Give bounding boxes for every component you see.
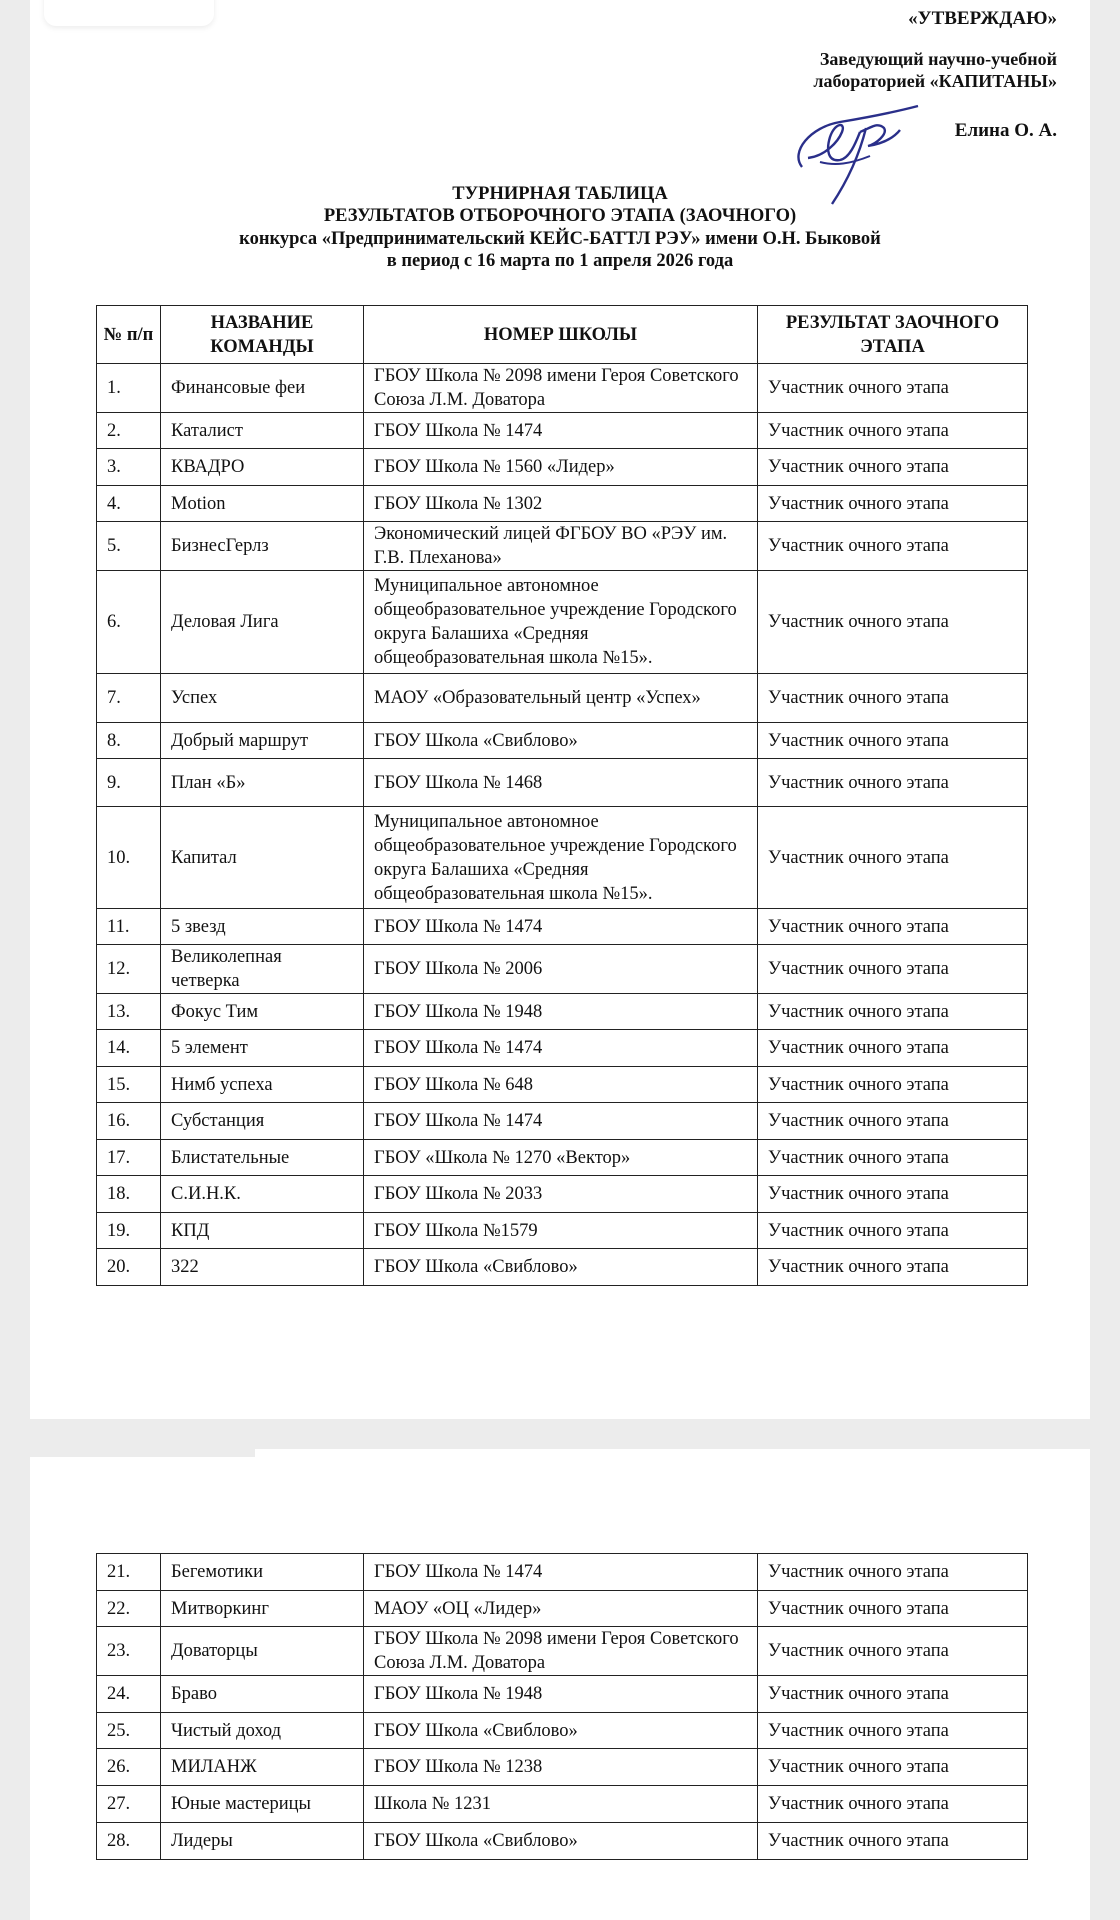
row-number-cell: 22. [97,1591,161,1627]
result-cell: Участник очного этапа [758,1103,1028,1140]
school-cell: ГБОУ Школа «Свиблово» [364,1713,758,1749]
team-name-cell: Браво [161,1676,364,1713]
row-number-cell: 13. [97,994,161,1030]
school-cell: ГБОУ Школа № 1474 [364,1554,758,1591]
row-number-cell: 18. [97,1176,161,1213]
team-name-cell: Успех [161,674,364,723]
team-name-cell: Субстанция [161,1103,364,1140]
doc-title-line2: РЕЗУЛЬТАТОВ ОТБОРОЧНОГО ЭТАПА (ЗАОЧНОГО) [323,206,797,226]
result-cell: Участник очного этапа [758,1176,1028,1213]
school-cell: МАОУ «Образовательный центр «Успех» [364,674,758,723]
row-number-cell: 3. [97,449,161,486]
doc-title-line1: ТУРНИРНАЯ ТАБЛИЦА [452,184,668,204]
row-number-cell: 17. [97,1140,161,1176]
table-row [97,994,1028,1030]
table-row [97,1554,1028,1591]
table-row [97,1591,1028,1627]
row-number-cell: 6. [97,571,161,674]
team-name-cell: С.И.Н.К. [161,1176,364,1213]
team-name-cell: КВАДРО [161,449,364,486]
row-number-cell: 24. [97,1676,161,1713]
team-name-cell: Деловая Лига [161,571,364,674]
table-row [97,1713,1028,1749]
result-cell: Участник очного этапа [758,674,1028,723]
team-name-cell: Добрый маршрут [161,723,364,759]
table-row [97,364,1028,413]
row-number-cell: 20. [97,1249,161,1286]
result-cell: Участник очного этапа [758,945,1028,994]
result-cell: Участник очного этапа [758,571,1028,674]
row-number-cell: 26. [97,1749,161,1786]
table-row [97,807,1028,909]
result-cell: Участник очного этапа [758,1823,1028,1860]
team-name-cell: Капитал [161,807,364,909]
result-cell: Участник очного этапа [758,1749,1028,1786]
result-cell: Участник очного этапа [758,522,1028,571]
doc-title-line3: конкурса «Предпринимательский КЕЙС-БАТТЛ РЭУ» имени О.Н. Быковой [239,229,881,249]
school-cell: ГБОУ Школа № 1238 [364,1749,758,1786]
table-row [97,413,1028,449]
team-name-cell: Юные мастерицы [161,1786,364,1823]
row-number-cell: 11. [97,909,161,945]
table-row [97,674,1028,723]
school-cell: ГБОУ Школа № 2006 [364,945,758,994]
row-number-cell: 25. [97,1713,161,1749]
school-cell: ГБОУ Школа № 648 [364,1067,758,1103]
row-number-cell: 21. [97,1554,161,1591]
header-result: РЕЗУЛЬТАТ ЗАОЧНОГО ЭТАПА [758,306,1028,364]
team-name-cell: Motion [161,486,364,522]
table-row [97,1627,1028,1676]
table-row [97,1786,1028,1823]
row-number-cell: 10. [97,807,161,909]
table-row [97,1140,1028,1176]
table-row [97,1067,1028,1103]
school-cell: ГБОУ Школа № 2098 имени Героя Советского Союза Л.М. Доватора [364,364,758,413]
header-team-name: НАЗВАНИЕ КОМАНДЫ [161,306,364,364]
results-table-page1 [96,305,1028,1286]
team-name-cell: Доваторцы [161,1627,364,1676]
table-row [97,1749,1028,1786]
result-cell: Участник очного этапа [758,486,1028,522]
team-name-cell: 5 звезд [161,909,364,945]
school-cell: ГБОУ Школа № 1468 [364,759,758,807]
row-number-cell: 28. [97,1823,161,1860]
table-row [97,1213,1028,1249]
school-cell: ГБОУ Школа № 1474 [364,909,758,945]
table-row [97,1249,1028,1286]
row-number-cell: 4. [97,486,161,522]
school-cell: ГБОУ Школа №1579 [364,1213,758,1249]
approval-position-line2: лабораторией «КАПИТАНЫ» [813,71,1057,91]
result-cell: Участник очного этапа [758,1627,1028,1676]
result-cell: Участник очного этапа [758,1786,1028,1823]
school-cell: ГБОУ Школа № 1474 [364,1030,758,1067]
approver-name: Елина О. А. [954,120,1057,141]
table-row [97,449,1028,486]
result-cell: Участник очного этапа [758,1554,1028,1591]
school-cell: ГБОУ Школа № 1948 [364,994,758,1030]
result-cell: Участник очного этапа [758,449,1028,486]
table-row [97,1176,1028,1213]
team-name-cell: КПД [161,1213,364,1249]
row-number-cell: 14. [97,1030,161,1067]
row-number-cell: 9. [97,759,161,807]
table-row [97,1676,1028,1713]
row-number-cell: 19. [97,1213,161,1249]
row-number-cell: 1. [97,364,161,413]
result-cell: Участник очного этапа [758,1030,1028,1067]
result-cell: Участник очного этапа [758,1140,1028,1176]
school-cell: Муниципальное автономное общеобразовательное учреждение Городского округа Балашиха «Средняя общеобразовательная школа №15». [364,807,758,909]
row-number-cell: 7. [97,674,161,723]
team-name-cell: МИЛАНЖ [161,1749,364,1786]
result-cell: Участник очного этапа [758,1713,1028,1749]
page-number-tab[interactable] [44,0,214,26]
header-number: № п/п [97,306,161,364]
result-cell: Участник очного этапа [758,909,1028,945]
row-number-cell: 16. [97,1103,161,1140]
row-number-cell: 23. [97,1627,161,1676]
team-name-cell: Бегемотики [161,1554,364,1591]
school-cell: МАОУ «ОЦ «Лидер» [364,1591,758,1627]
team-name-cell: Митворкинг [161,1591,364,1627]
team-name-cell: Фокус Тим [161,994,364,1030]
table-row [97,945,1028,994]
row-number-cell: 15. [97,1067,161,1103]
table-row [97,486,1028,522]
school-cell: ГБОУ Школа № 2098 имени Героя Советского Союза Л.М. Доватора [364,1627,758,1676]
results-table-page2 [96,1553,1028,1860]
team-name-cell: Каталист [161,413,364,449]
team-name-cell: Нимб успеха [161,1067,364,1103]
header-school-number: НОМЕР ШКОЛЫ [364,306,758,364]
table-row [97,909,1028,945]
school-cell: ГБОУ Школа № 1474 [364,1103,758,1140]
school-cell: ГБОУ Школа «Свиблово» [364,1249,758,1286]
result-cell: Участник очного этапа [758,1249,1028,1286]
team-name-cell: 5 элемент [161,1030,364,1067]
school-cell: ГБОУ Школа № 2033 [364,1176,758,1213]
result-cell: Участник очного этапа [758,413,1028,449]
team-name-cell: План «Б» [161,759,364,807]
result-cell: Участник очного этапа [758,759,1028,807]
result-cell: Участник очного этапа [758,1591,1028,1627]
table-row [97,723,1028,759]
school-cell: ГБОУ Школа № 1560 «Лидер» [364,449,758,486]
school-cell: Муниципальное автономное общеобразовательное учреждение Городского округа Балашиха «Средняя общеобразовательная школа №15». [364,571,758,674]
row-number-cell: 2. [97,413,161,449]
doc-title-line4: в период с 16 марта по 1 апреля 2026 года [386,251,734,271]
school-cell: ГБОУ Школа «Свиблово» [364,1823,758,1860]
row-number-cell: 8. [97,723,161,759]
table-row [97,1823,1028,1860]
school-cell: ГБОУ Школа № 1948 [364,1676,758,1713]
approval-position [813,48,1057,92]
team-name-cell: Лидеры [161,1823,364,1860]
table-row [97,759,1028,807]
approval-position-line1: Заведующий научно-учебной [819,49,1057,69]
row-number-cell: 27. [97,1786,161,1823]
row-number-cell: 12. [97,945,161,994]
team-name-cell: 322 [161,1249,364,1286]
page-gap-shadow [30,1449,255,1457]
result-cell: Участник очного этапа [758,723,1028,759]
school-cell: ГБОУ «Школа № 1270 «Вектор» [364,1140,758,1176]
result-cell: Участник очного этапа [758,807,1028,909]
table-row [97,1030,1028,1067]
team-name-cell: БизнесГерлз [161,522,364,571]
team-name-cell: Чистый доход [161,1713,364,1749]
row-number-cell: 5. [97,522,161,571]
team-name-cell: Блистательные [161,1140,364,1176]
school-cell: Экономический лицей ФГБОУ ВО «РЭУ им. Г.В. Плеханова» [364,522,758,571]
approval-title: «УТВЕРЖДАЮ» [908,8,1057,29]
school-cell: Школа № 1231 [364,1786,758,1823]
school-cell: ГБОУ Школа № 1302 [364,486,758,522]
table-row [97,522,1028,571]
table-row [97,571,1028,674]
table-row [97,1103,1028,1140]
team-name-cell: Финансовые феи [161,364,364,413]
team-name-cell: Великолепная четверка [161,945,364,994]
school-cell: ГБОУ Школа № 1474 [364,413,758,449]
result-cell: Участник очного этапа [758,994,1028,1030]
table-header-row [97,306,1028,364]
result-cell: Участник очного этапа [758,364,1028,413]
school-cell: ГБОУ Школа «Свиблово» [364,723,758,759]
result-cell: Участник очного этапа [758,1067,1028,1103]
result-cell: Участник очного этапа [758,1213,1028,1249]
result-cell: Участник очного этапа [758,1676,1028,1713]
